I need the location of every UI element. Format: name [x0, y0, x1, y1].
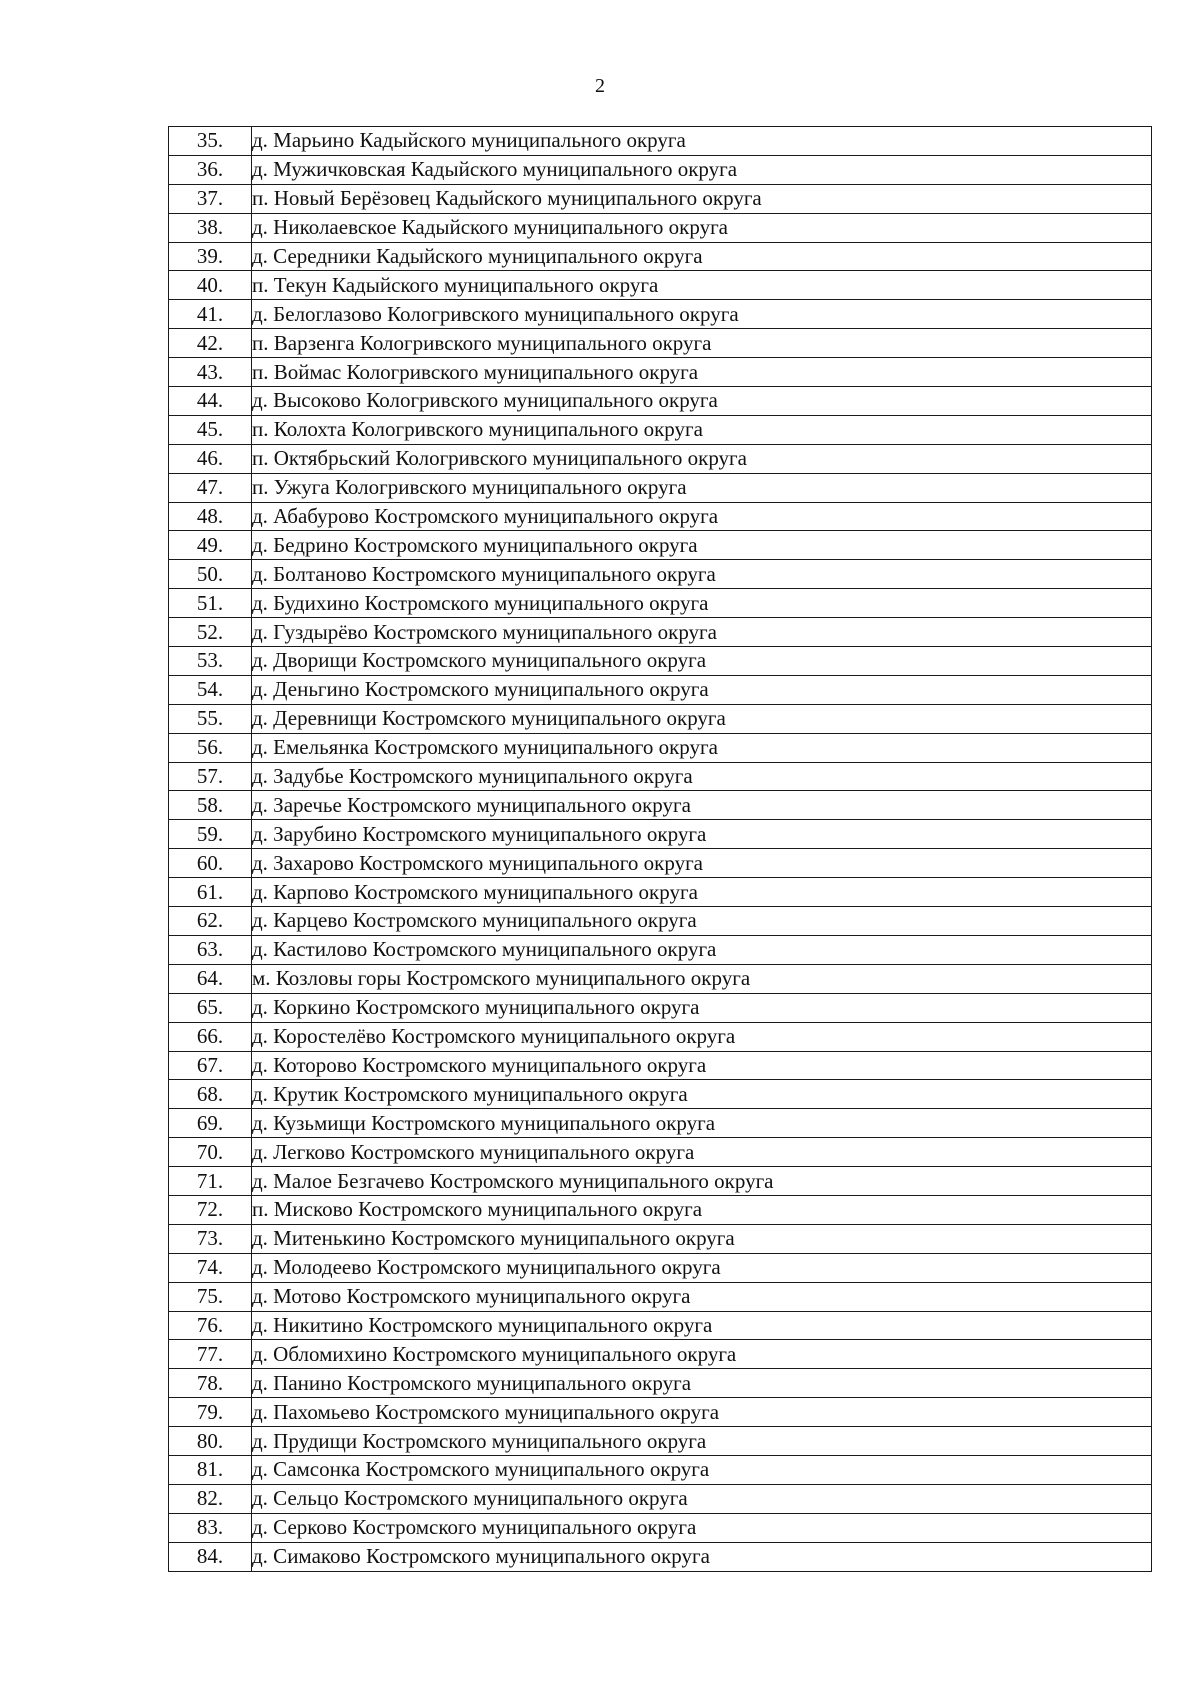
row-number: 60. — [169, 849, 252, 878]
row-number: 48. — [169, 502, 252, 531]
row-number: 51. — [169, 589, 252, 618]
table-row — [169, 675, 1152, 704]
table-row — [169, 127, 1152, 156]
row-number: 50. — [169, 560, 252, 589]
settlement-name: д. Сельцо Костромского муниципального округа — [252, 1484, 1152, 1513]
row-number: 49. — [169, 531, 252, 560]
row-number: 38. — [169, 213, 252, 242]
settlement-name: д. Панино Костромского муниципального округа — [252, 1369, 1152, 1398]
settlement-name: д. Зарубино Костромского муниципального округа — [252, 820, 1152, 849]
table-row — [169, 1022, 1152, 1051]
table-row — [169, 1109, 1152, 1138]
settlement-name: п. Мисково Костромского муниципального округа — [252, 1195, 1152, 1224]
table-row — [169, 271, 1152, 300]
table-row — [169, 387, 1152, 416]
settlement-name: д. Высоково Кологривского муниципального округа — [252, 387, 1152, 416]
row-number: 58. — [169, 791, 252, 820]
table-row — [169, 849, 1152, 878]
settlement-name: д. Малое Безгачево Костромского муниципального округа — [252, 1167, 1152, 1196]
table-row — [169, 1138, 1152, 1167]
table-row — [169, 1195, 1152, 1224]
table-row — [169, 589, 1152, 618]
settlement-name: д. Легково Костромского муниципального округа — [252, 1138, 1152, 1167]
page-number: 2 — [595, 75, 605, 97]
settlement-name: п. Ужуга Кологривского муниципального округа — [252, 473, 1152, 502]
table-row — [169, 1513, 1152, 1542]
settlement-name: д. Дворищи Костромского муниципального округа — [252, 647, 1152, 676]
table-row — [169, 1080, 1152, 1109]
row-number: 40. — [169, 271, 252, 300]
settlement-name: д. Захарово Костромского муниципального округа — [252, 849, 1152, 878]
table-row — [169, 935, 1152, 964]
settlement-name: д. Коркино Костромского муниципального округа — [252, 993, 1152, 1022]
table-row — [169, 300, 1152, 329]
settlement-name: д. Будихино Костромского муниципального округа — [252, 589, 1152, 618]
settlement-name: д. Кастилово Костромского муниципального округа — [252, 935, 1152, 964]
row-number: 63. — [169, 935, 252, 964]
row-number: 44. — [169, 387, 252, 416]
table-row — [169, 1455, 1152, 1484]
table-row — [169, 1369, 1152, 1398]
row-number: 45. — [169, 415, 252, 444]
table-row — [169, 560, 1152, 589]
row-number: 71. — [169, 1167, 252, 1196]
settlement-name: д. Белоглазово Кологривского муниципального округа — [252, 300, 1152, 329]
row-number: 84. — [169, 1542, 252, 1571]
table-row — [169, 358, 1152, 387]
table-row — [169, 1224, 1152, 1253]
settlement-name: д. Абабурово Костромского муниципального округа — [252, 502, 1152, 531]
table-row — [169, 762, 1152, 791]
row-number: 65. — [169, 993, 252, 1022]
settlement-name: д. Коростелёво Костромского муниципального округа — [252, 1022, 1152, 1051]
table-row — [169, 907, 1152, 936]
settlement-name: п. Воймас Кологривского муниципального округа — [252, 358, 1152, 387]
settlement-name: д. Николаевское Кадыйского муниципального округа — [252, 213, 1152, 242]
table-row — [169, 1398, 1152, 1427]
table-row — [169, 531, 1152, 560]
settlement-name: п. Колохта Кологривского муниципального округа — [252, 415, 1152, 444]
table-row — [169, 647, 1152, 676]
row-number: 43. — [169, 358, 252, 387]
table-row — [169, 1427, 1152, 1456]
settlements-table — [168, 126, 1152, 1572]
settlement-name: п. Текун Кадыйского муниципального округа — [252, 271, 1152, 300]
settlement-name: д. Обломихино Костромского муниципального округа — [252, 1340, 1152, 1369]
table-row — [169, 473, 1152, 502]
settlement-name: п. Варзенга Кологривского муниципального округа — [252, 329, 1152, 358]
settlement-name: д. Болтаново Костромского муниципального округа — [252, 560, 1152, 589]
table-row — [169, 415, 1152, 444]
row-number: 54. — [169, 675, 252, 704]
settlement-name: д. Самсонка Костромского муниципального округа — [252, 1455, 1152, 1484]
settlement-name: д. Середники Кадыйского муниципального округа — [252, 242, 1152, 271]
table-row — [169, 155, 1152, 184]
row-number: 73. — [169, 1224, 252, 1253]
row-number: 77. — [169, 1340, 252, 1369]
settlement-name: д. Которово Костромского муниципального округа — [252, 1051, 1152, 1080]
settlement-name: д. Гуздырёво Костромского муниципального округа — [252, 618, 1152, 647]
settlement-name: д. Емельянка Костромского муниципального округа — [252, 733, 1152, 762]
settlement-name: д. Никитино Костромского муниципального округа — [252, 1311, 1152, 1340]
settlement-name: д. Мотово Костромского муниципального округа — [252, 1282, 1152, 1311]
row-number: 78. — [169, 1369, 252, 1398]
row-number: 72. — [169, 1195, 252, 1224]
table-row — [169, 1311, 1152, 1340]
row-number: 82. — [169, 1484, 252, 1513]
row-number: 75. — [169, 1282, 252, 1311]
table-row — [169, 618, 1152, 647]
table-row — [169, 1484, 1152, 1513]
settlement-name: д. Кузьмищи Костромского муниципального округа — [252, 1109, 1152, 1138]
row-number: 80. — [169, 1427, 252, 1456]
row-number: 59. — [169, 820, 252, 849]
row-number: 62. — [169, 907, 252, 936]
settlement-name: д. Прудищи Костромского муниципального округа — [252, 1427, 1152, 1456]
row-number: 83. — [169, 1513, 252, 1542]
row-number: 81. — [169, 1455, 252, 1484]
table-row — [169, 791, 1152, 820]
row-number: 57. — [169, 762, 252, 791]
row-number: 70. — [169, 1138, 252, 1167]
row-number: 47. — [169, 473, 252, 502]
row-number: 42. — [169, 329, 252, 358]
settlement-name: д. Деньгино Костромского муниципального округа — [252, 675, 1152, 704]
row-number: 67. — [169, 1051, 252, 1080]
settlement-name: д. Задубье Костромского муниципального округа — [252, 762, 1152, 791]
table-row — [169, 242, 1152, 271]
row-number: 36. — [169, 155, 252, 184]
table-row — [169, 444, 1152, 473]
table-row — [169, 329, 1152, 358]
settlement-name: д. Митенькино Костромского муниципального округа — [252, 1224, 1152, 1253]
table-row — [169, 704, 1152, 733]
settlement-name: д. Карпово Костромского муниципального округа — [252, 878, 1152, 907]
settlement-name: д. Заречье Костромского муниципального округа — [252, 791, 1152, 820]
row-number: 46. — [169, 444, 252, 473]
settlement-name: д. Карцево Костромского муниципального округа — [252, 907, 1152, 936]
table-row — [169, 993, 1152, 1022]
settlements-table-body — [169, 127, 1152, 1572]
table-row — [169, 964, 1152, 993]
settlement-name: д. Пахомьево Костромского муниципального округа — [252, 1398, 1152, 1427]
table-row — [169, 1253, 1152, 1282]
settlement-name: д. Бедрино Костромского муниципального округа — [252, 531, 1152, 560]
settlement-name: д. Деревнищи Костромского муниципального округа — [252, 704, 1152, 733]
row-number: 61. — [169, 878, 252, 907]
row-number: 79. — [169, 1398, 252, 1427]
row-number: 55. — [169, 704, 252, 733]
settlement-name: д. Молодеево Костромского муниципального округа — [252, 1253, 1152, 1282]
table-row — [169, 820, 1152, 849]
settlement-name: д. Марьино Кадыйского муниципального округа — [252, 127, 1152, 156]
settlement-name: д. Симаково Костромского муниципального округа — [252, 1542, 1152, 1571]
table-row — [169, 733, 1152, 762]
settlement-name: д. Крутик Костромского муниципального округа — [252, 1080, 1152, 1109]
settlement-name: п. Октябрьский Кологривского муниципального округа — [252, 444, 1152, 473]
table-row — [169, 1051, 1152, 1080]
row-number: 66. — [169, 1022, 252, 1051]
table-row — [169, 1542, 1152, 1571]
row-number: 53. — [169, 647, 252, 676]
row-number: 68. — [169, 1080, 252, 1109]
settlement-name: п. Новый Берёзовец Кадыйского муниципального округа — [252, 184, 1152, 213]
table-row — [169, 1167, 1152, 1196]
table-row — [169, 1282, 1152, 1311]
table-row — [169, 213, 1152, 242]
table-row — [169, 502, 1152, 531]
row-number: 74. — [169, 1253, 252, 1282]
settlement-name: д. Серково Костромского муниципального округа — [252, 1513, 1152, 1542]
row-number: 35. — [169, 127, 252, 156]
row-number: 69. — [169, 1109, 252, 1138]
row-number: 56. — [169, 733, 252, 762]
settlement-name: м. Козловы горы Костромского муниципального округа — [252, 964, 1152, 993]
row-number: 37. — [169, 184, 252, 213]
table-row — [169, 184, 1152, 213]
table-row — [169, 878, 1152, 907]
settlement-name: д. Мужичковская Кадыйского муниципального округа — [252, 155, 1152, 184]
row-number: 39. — [169, 242, 252, 271]
row-number: 64. — [169, 964, 252, 993]
row-number: 76. — [169, 1311, 252, 1340]
row-number: 41. — [169, 300, 252, 329]
table-row — [169, 1340, 1152, 1369]
row-number: 52. — [169, 618, 252, 647]
